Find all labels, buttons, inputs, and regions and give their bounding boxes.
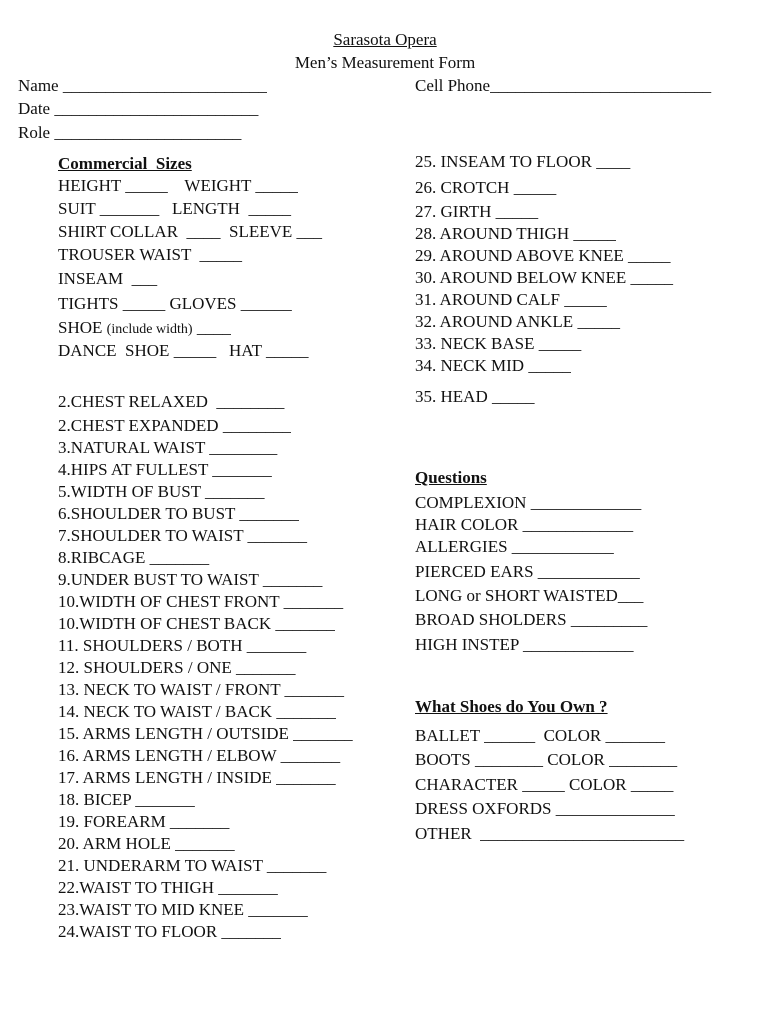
commercial-sizes-heading: Commercial Sizes [58,154,192,173]
list-item[interactable]: 10.WIDTH OF CHEST BACK _______ [58,614,335,633]
dress-oxfords-field[interactable]: DRESS OXFORDS ______________ [415,799,675,818]
allergies-field[interactable]: ALLERGIES ____________ [415,537,614,556]
list-item[interactable]: 26. CROTCH _____ [415,178,557,197]
pierced-ears-field[interactable]: PIERCED EARS ____________ [415,562,640,581]
list-item[interactable]: 2.CHEST EXPANDED ________ [58,416,291,435]
list-item[interactable]: 31. AROUND CALF _____ [415,290,607,309]
date-field[interactable]: Date ________________________ [18,99,259,118]
shoe-label: SHOE [58,318,107,337]
list-item[interactable]: 7.SHOULDER TO WAIST _______ [58,526,308,545]
list-item[interactable]: 18. BICEP _______ [58,790,195,809]
list-item[interactable]: 13. NECK TO WAIST / FRONT _______ [58,680,345,699]
trouser-waist-field[interactable]: TROUSER WAIST _____ [58,245,243,264]
list-item[interactable]: 14. NECK TO WAIST / BACK _______ [58,702,336,721]
list-item[interactable]: 23.WAIST TO MID KNEE _______ [58,900,308,919]
list-item[interactable]: 35. HEAD _____ [415,387,535,406]
list-item[interactable]: 21. UNDERARM TO WAIST _______ [58,856,327,875]
shirt-collar-sleeve-field[interactable]: SHIRT COLLAR ____ SLEEVE ___ [58,222,323,241]
list-item[interactable]: 15. ARMS LENGTH / OUTSIDE _______ [58,724,353,743]
list-item[interactable]: 28. AROUND THIGH _____ [415,224,616,243]
list-item[interactable]: 10.WIDTH OF CHEST FRONT _______ [58,592,344,611]
list-item[interactable]: 12. SHOULDERS / ONE _______ [58,658,296,677]
list-item[interactable]: 27. GIRTH _____ [415,202,539,221]
shoes-heading: What Shoes do You Own ? [415,697,608,716]
list-item[interactable]: 29. AROUND ABOVE KNEE _____ [415,246,671,265]
list-item[interactable]: 2.CHEST RELAXED ________ [58,392,285,411]
list-item[interactable]: 5.WIDTH OF BUST _______ [58,482,265,501]
list-item[interactable]: 3.NATURAL WAIST ________ [58,438,278,457]
complexion-field[interactable]: COMPLEXION _____________ [415,493,642,512]
shoe-field[interactable] [58,318,231,340]
list-item[interactable]: 6.SHOULDER TO BUST _______ [58,504,299,523]
questions-heading: Questions [415,468,487,487]
list-item[interactable]: 8.RIBCAGE _______ [58,548,210,567]
height-weight-field[interactable]: HEIGHT _____ WEIGHT _____ [58,176,298,195]
name-field[interactable]: Name ________________________ [18,76,267,95]
shoe-width-note: (include width) [106,322,193,337]
list-item[interactable]: 19. FOREARM _______ [58,812,230,831]
suit-length-field[interactable]: SUIT _______ LENGTH _____ [58,199,291,218]
tights-gloves-field[interactable]: TIGHTS _____ GLOVES ______ [58,294,292,313]
inseam-field[interactable]: INSEAM ___ [58,269,158,288]
list-item[interactable]: 24.WAIST TO FLOOR _______ [58,922,281,941]
list-item[interactable]: 11. SHOULDERS / BOTH _______ [58,636,307,655]
broad-shoulders-field[interactable]: BROAD SHOLDERS _________ [415,610,648,629]
list-item[interactable]: 32. AROUND ANKLE _____ [415,312,620,331]
org-title: Sarasota Opera [333,30,437,49]
cell-phone-field[interactable]: Cell Phone__________________________ [415,76,712,95]
waisted-field[interactable]: LONG or SHORT WAISTED___ [415,586,644,605]
role-field[interactable]: Role ______________________ [18,123,242,142]
list-item[interactable]: 9.UNDER BUST TO WAIST _______ [58,570,323,589]
boots-field[interactable]: BOOTS ________ COLOR ________ [415,750,678,769]
list-item[interactable]: 22.WAIST TO THIGH _______ [58,878,278,897]
character-shoe-field[interactable]: CHARACTER _____ COLOR _____ [415,775,674,794]
list-item[interactable]: 17. ARMS LENGTH / INSIDE _______ [58,768,336,787]
list-item[interactable]: 33. NECK BASE _____ [415,334,582,353]
list-item[interactable]: 30. AROUND BELOW KNEE _____ [415,268,673,287]
list-item[interactable]: 25. INSEAM TO FLOOR ____ [415,152,631,171]
hair-color-field[interactable]: HAIR COLOR _____________ [415,515,634,534]
list-item[interactable]: 20. ARM HOLE _______ [58,834,235,853]
ballet-shoe-field[interactable]: BALLET ______ COLOR _______ [415,726,665,745]
list-item[interactable]: 16. ARMS LENGTH / ELBOW _______ [58,746,341,765]
other-shoes-field[interactable]: OTHER ________________________ [415,824,685,843]
form-title: Men’s Measurement Form [294,53,476,72]
dance-shoe-hat-field[interactable]: DANCE SHOE _____ HAT _____ [58,341,309,360]
shoe-blank: ____ [192,318,231,337]
list-item[interactable]: 34. NECK MID _____ [415,356,571,375]
list-item[interactable]: 4.HIPS AT FULLEST _______ [58,460,272,479]
high-instep-field[interactable]: HIGH INSTEP _____________ [415,635,634,654]
